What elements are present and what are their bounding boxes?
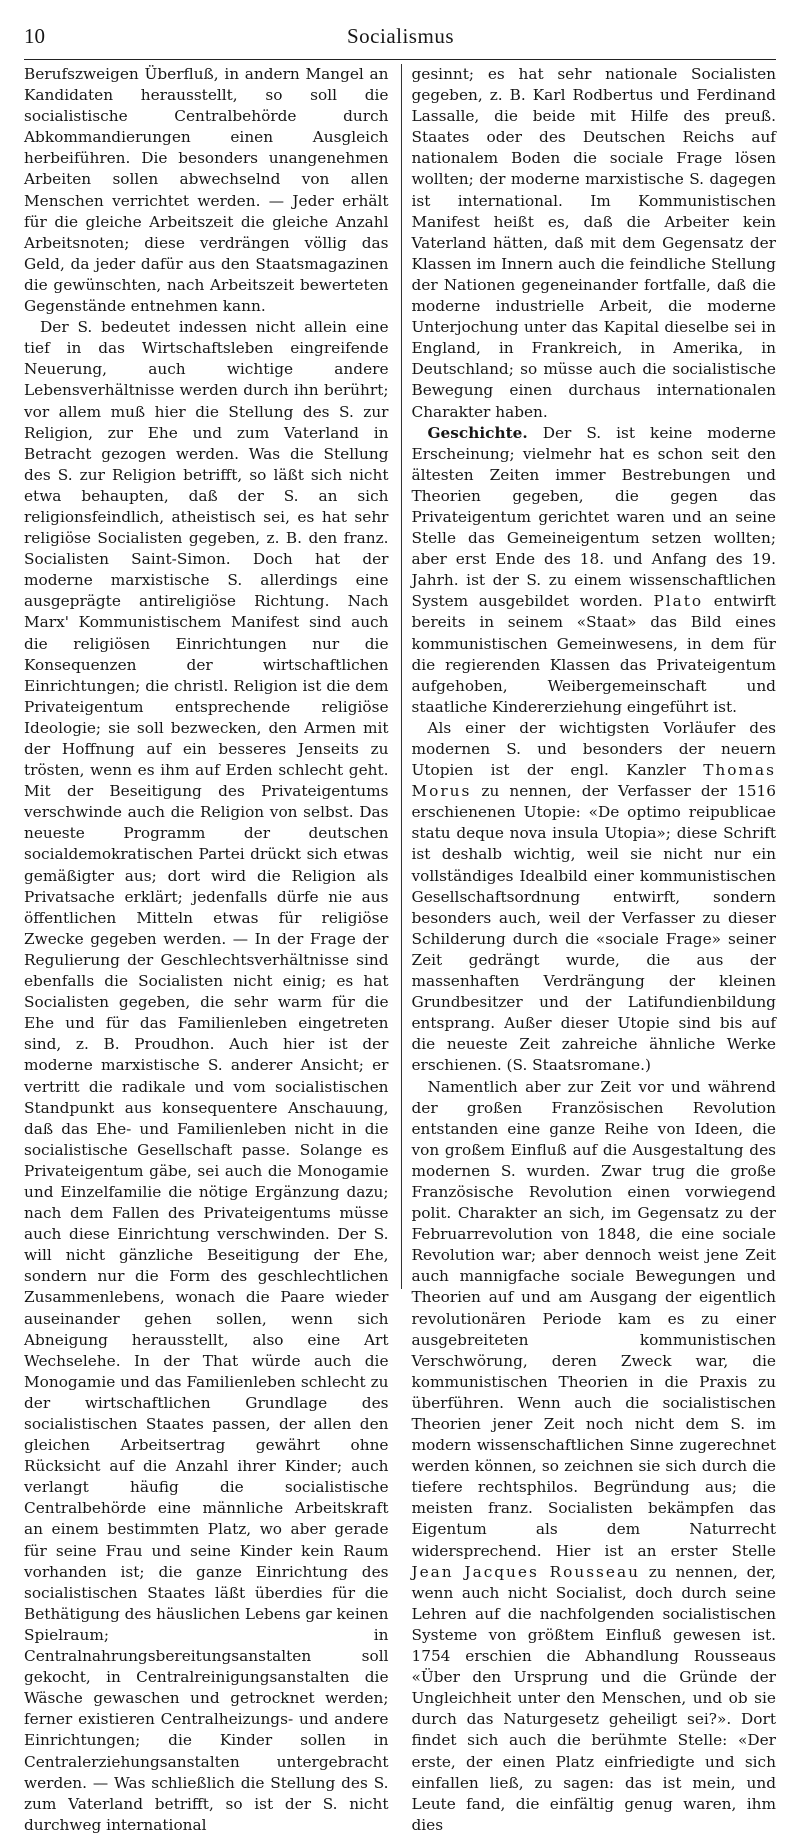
right-column xyxy=(409,64,776,1834)
page-header xyxy=(24,24,776,60)
morus-text-a: Als einer der wichtigsten Vorläufer des modernen S. und besonders der neuern Utopien ist der engl. Kanzler xyxy=(411,718,776,780)
right-paragraph-history xyxy=(411,423,776,718)
history-text-a: Der S. ist keine moderne Erscheinung; vielmehr hat es schon seit den ältesten Zeiten immer Bestrebungen und Theorien gegeben, die gegen das Privateigentum gerichtet waren und an seine Stelle das Gemeineigentum setzen wollten; aber erst Ende des 18. und Anfang des 19. Jahrh. ist der S. zu einem wissenschaftlichen System ausgebildet worden. xyxy=(411,423,776,611)
page-number: 10 xyxy=(24,24,45,48)
name-thomas-morus: Thomas Morus xyxy=(411,761,776,801)
revolution-text-a: Namentlich aber zur Zeit vor und während der großen Französischen Revolution entstanden eine ganze Reihe von Ideen, die von großem Einfluß auf die Ausgestaltung des modernen S. wurden. Zwar trug die große Französische Revolution einen vorwiegend polit. Charakter an sich, im Gegensatz zu der Februarrevolution von 1848, die eine sociale Revolution war; aber dennoch weist jene Zeit auch mannigfache sociale Bewegungen und Theorien auf und am Ausgang der eigentlich revolutionären Periode kam es zu einer ausgebreiteten kommunistischen Verschwörung, deren Zweck war, die kommunistischen Theorien in die Praxis zu überführen. Wenn auch die socialistischen Theorien jener Zeit noch nicht dem S. im modern wissenschaftlichen Sinne zugerechnet werden können, so zeichnen sie sich durch die tiefere rechtsphilos. Begründung aus; die meisten franz. Socialisten bekämpfen das Eigentum als dem Naturrecht widersprechend. Hier ist an erster Stelle xyxy=(411,1077,776,1560)
column-divider xyxy=(401,64,402,1289)
running-head: Socialismus xyxy=(346,24,454,48)
name-plato: Plato xyxy=(653,592,704,611)
morus-text-b: zu nennen, der Verfasser der 1516 erschienenen Utopie: «De optimo reipublicae statu deque nova insula Utopia»; diese Schrift ist deshalb wichtig, weil sie nicht nur ein vollständiges Idealbild einer kommunistischen Gesellschaftsordnung entwirft, sondern besonders auch, weil der Verfasser zu dieser Schilderung durch die «sociale Frage» seiner Zeit gedrängt wurde, die aus der massenhaften Verdrängung der kleinen Grundbesitzer und der Latifundienbildung entsprang. Außer dieser Utopie sind bis auf die neueste Zeit zahreiche ähnliche Werke erschienen. (S. Staatsromane.) xyxy=(411,782,776,1075)
right-paragraph-morus xyxy=(411,718,776,1077)
name-rousseau: Jean Jacques Rousseau xyxy=(411,1562,640,1581)
right-paragraph-revolution xyxy=(411,1077,776,1836)
revolution-text-b: zu nennen, der, wenn auch nicht Socialist, doch durch seine Lehren auf die nachfolgenden socialistischen Systeme von größtem Einfluß gewesen ist. 1754 erschien die Abhandlung Rousseaus «Über den Ursprung und die Gründe der Ungleichheit unter den Menschen, und ob sie durch das Naturgesetz geheiligt sei?». Dort findet sich auch die berühmte Stelle: «Der erste, der einen Platz einfriedigte und sich einfallen ließ, zu sagen: das ist mein, und Leute fand, die einfältig genug waren, ihm dies xyxy=(411,1562,776,1834)
history-text-b: entwirft bereits in seinem «Staat» das Bild eines kommunistischen Gemeinwesens, in dem für die regierenden Klassen das Privateigentum aufgehoben, Weibergemeinschaft und staatliche Kindererziehung eingeführt ist. xyxy=(411,592,776,716)
right-paragraph-1: gesinnt; es hat sehr nationale Socialisten gegeben, z. B. Karl Rodbertus und Ferdinand Lassalle, die beide mit Hilfe des preuß. Staates oder des Deutschen Reichs auf nationalem Boden die sociale Frage lösen wollten; der moderne marxistische S. dagegen ist international. Im Kommunistischen Manifest heißt es, daß die Arbeiter kein Vaterland hätten, daß mit dem Gegensatz der Klassen im Innern auch die feindliche Stellung der Nationen gegeneinander fortfalle, daß die moderne industrielle Arbeit, die moderne Unterjochung unter das Kapital dieselbe sei in England, in Frankreich, in Amerika, in Deutschland; so müsse auch die socialistische Bewegung einen durchaus internationalen Charakter haben. xyxy=(411,65,776,421)
left-paragraph-2: Der S. bedeutet indessen nicht allein eine tief in das Wirtschaftsleben eingreifende Neuerung, auch wichtige andere Lebensverhältnisse werden durch ihn berührt; vor allem muß hier die Stellung des S. zur Religion, zur Ehe und zum Vaterland in Betracht gezogen werden. Was die Stellung des S. zur Religion betrifft, so läßt sich nicht etwa behaupten, daß der S. an sich religionsfeindlich, atheistisch sei, es hat sehr religiöse Socialisten gegeben, z. B. den franz. Socialisten Saint-Simon. Doch hat der moderne marxistische S. allerdings eine ausgeprägte antireligiöse Richtung. Nach Marx' Kommunistischem Manifest sind auch die religiösen Einrichtungen nur die Konsequenzen der wirtschaftlichen Einrichtungen; die christl. Religion ist die dem Privateigentum entsprechende religiöse Ideologie; sie soll bezwecken, den Armen mit der Hoffnung auf ein besseres Jenseits zu trösten, wenn es ihm auf Erden schlecht geht. Mit der Beseitigung des Privateigentums verschwinde auch die Religion von selbst. Das neueste Programm der deutschen socialdemokratischen Partei drückt sich etwas gemäßigter aus; dort wird die Religion als Privatsache erklärt; jedenfalls dürfe nie aus öffentlichen Mitteln etwas für religiöse Zwecke gegeben werden. — In der Frage der Regulierung der Geschlechtsverhältnisse sind ebenfalls die Socialisten nicht einig; es hat Socialisten gegeben, die sehr warm für die Ehe und für das Familienleben eingetreten sind, z. B. Proudhon. Auch hier ist der moderne marxistische S. anderer Ansicht; er vertritt die radikale und vom socialistischen Standpunkt aus konsequentere Anschauung, daß das Ehe- und Familienleben nicht in die socialistische Gesellschaft passe. Solange es Privateigentum gäbe, sei auch die Monogamie und Einzelfamilie die nötige Ergänzung dazu; nach dem Fallen des Privateigentums müsse auch diese Einrichtung verschwinden. Der S. will nicht gänzliche Beseitigung der Ehe, sondern nur die Form des geschlechtlichen Zusammenlebens, wonach die Paare wieder auseinander gehen sollen, wenn sich Abneigung herausstellt, also eine Art Wechselehe. In der That würde auch die Monogamie und das Familienleben schlecht zu der wirtschaftlichen Grundlage des socialistischen Staates passen, der allen den gleichen Arbeitsertrag gewährt ohne Rücksicht auf die Anzahl ihrer Kinder; auch verlangt häufig die socialistische Centralbehörde eine männliche Arbeitskraft an einem bestimmten Platz, wo aber gerade für seine Frau und seine Kinder kein Raum vorhanden ist; die ganze Einrichtung des socialistischen Staates läßt überdies für die Bethätigung des häuslichen Lebens gar keinen Spielraum; in Centralnahrungsbereitungsanstalten soll gekocht, in Centralreinigungsanstalten die Wäsche gewaschen und getrocknet werden; ferner existieren Centralheizungs- und andere Einrichtungen; die Kinder sollen in Centralerziehungsanstalten untergebracht werden. — Was schließlich die Stellung des S. zum Vaterland betrifft, so ist der S. nicht durchweg international xyxy=(24,318,389,1834)
left-paragraph-1: Berufszweigen Überfluß, in andern Mangel an Kandidaten herausstellt, so soll die socialistische Centralbehörde durch Abkommandierungen einen Ausgleich herbeiführen. Die besonders unangenehmen Arbeiten sollen abwechselnd von allen Menschen verrichtet werden. — Jeder erhält für die gleiche Arbeitszeit die gleiche Anzahl Arbeitsnoten; diese verdrängen völlig das Geld, da jeder dafür aus den Staatsmagazinen die gewünschten, nach Arbeitszeit bewerteten Gegenstände entnehmen kann. xyxy=(24,65,389,316)
section-heading-geschichte: Geschichte. xyxy=(427,423,528,442)
text-columns xyxy=(24,64,776,1834)
left-column xyxy=(24,64,399,1834)
